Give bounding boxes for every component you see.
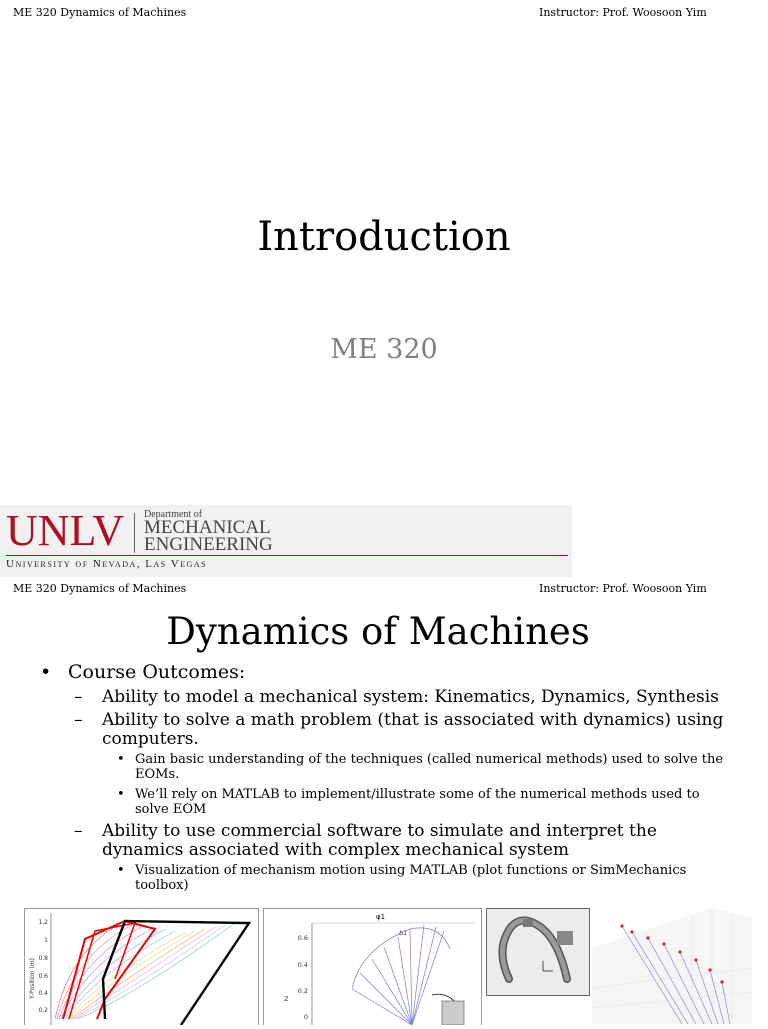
z-tick-label: 0.2 xyxy=(297,987,308,995)
outcome-text: Ability to use commercial software to simulate and interpret the dynamics associated with complex mechanical system xyxy=(102,821,657,860)
z-tick-label: 0 xyxy=(303,1013,308,1021)
y-axis-label: Y-Position (m) xyxy=(29,958,36,999)
y-tick-label: 1.2 xyxy=(38,919,48,926)
dash-marker: – xyxy=(74,687,83,707)
trajectory-3d-plot xyxy=(592,908,752,1024)
logo-divider xyxy=(134,513,135,553)
arm-base xyxy=(442,1001,464,1025)
plot-title: φ1 xyxy=(376,913,386,921)
department-of-label: Department of xyxy=(144,509,203,520)
slide1-title: Introduction xyxy=(257,214,511,260)
outcome-text: Ability to model a mechanical system: Kinematics, Dynamics, Synthesis xyxy=(102,687,719,707)
slide2-title: Dynamics of Machines xyxy=(166,610,590,653)
dash-marker: – xyxy=(74,821,83,841)
point-label: b1 xyxy=(399,929,408,937)
arm-positions xyxy=(352,925,450,1025)
trajectory-3d-svg xyxy=(592,908,752,1024)
department-name-line2: ENGINEERING xyxy=(144,534,273,555)
y-tick-label: 0.8 xyxy=(38,955,48,962)
y-tick-label: 0.6 xyxy=(38,973,48,980)
logo-rule xyxy=(6,555,568,556)
model-svg xyxy=(487,909,589,995)
arm-plot-svg xyxy=(264,909,481,1025)
z-tick-label: 0.6 xyxy=(297,934,308,942)
sub-item-text: Visualization of mechanism motion using MATLAB (plot functions or SimMechanics toolbox) xyxy=(135,863,687,893)
simmechanics-model-image xyxy=(486,908,590,996)
dash-marker: – xyxy=(74,710,83,730)
university-name: University of Nevada, Las Vegas xyxy=(6,558,208,570)
bullet-marker: • xyxy=(117,787,125,802)
y-tick-label: 0.4 xyxy=(38,990,48,997)
bullet-marker: • xyxy=(117,863,125,878)
sub-item-text: Gain basic understanding of the techniques (called numerical methods) used to solve the EOMs. xyxy=(135,752,724,782)
linkage-plot-svg xyxy=(25,909,258,1025)
trajectory-fan xyxy=(55,921,235,1019)
slide2-header-course: ME 320 Dynamics of Machines xyxy=(13,582,187,595)
linkage-motion-plot xyxy=(24,908,259,1025)
department-name-line1: MECHANICAL xyxy=(144,517,271,538)
bullet-marker: • xyxy=(117,752,125,767)
bullet-marker: • xyxy=(40,661,52,683)
sub-item-text: We’ll rely on MATLAB to implement/illustrate some of the numerical methods used to solve EOM xyxy=(135,787,700,817)
slide1-subtitle: ME 320 xyxy=(330,334,438,365)
slide1-header-instructor: Instructor: Prof. Woosoon Yim xyxy=(539,6,707,19)
slide1-header-course: ME 320 Dynamics of Machines xyxy=(13,6,187,19)
outcome-text: Ability to solve a math problem (that is associated with dynamics) using computers. xyxy=(102,710,724,749)
y-tick-label: 0.2 xyxy=(38,1007,48,1014)
unlv-wordmark: UNLV xyxy=(6,506,125,555)
arm-3d-plot xyxy=(263,908,482,1025)
z-tick-label: 0.4 xyxy=(297,961,308,969)
bullet-text: Course Outcomes: xyxy=(68,661,246,683)
y-tick-label: 1 xyxy=(44,937,48,944)
z-axis-label: Z xyxy=(284,995,289,1003)
unlv-logo xyxy=(0,505,572,577)
slide2-header-instructor: Instructor: Prof. Woosoon Yim xyxy=(539,582,707,595)
